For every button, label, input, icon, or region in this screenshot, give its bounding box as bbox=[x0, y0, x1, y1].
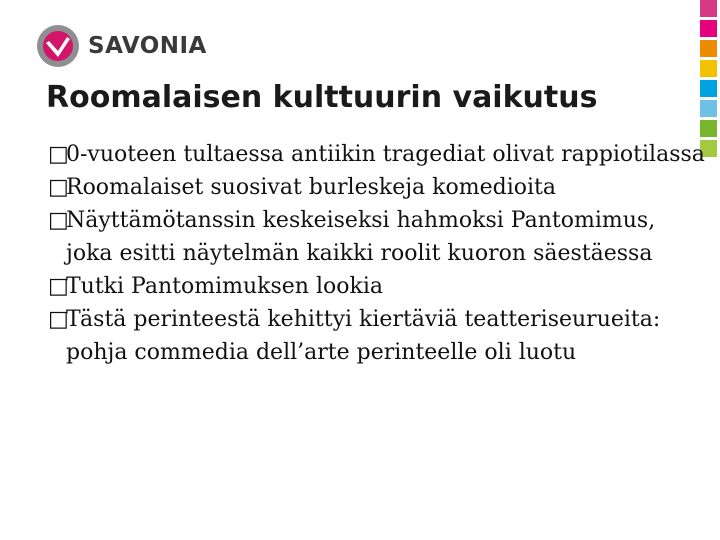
bullet-text: Näyttämötanssin keskeiseksi hahmoksi Pantomimus, joka esitti näytelmän kaikki roolit kuoron säestäessa bbox=[66, 208, 656, 266]
brand-name: SAVONIA bbox=[88, 33, 207, 59]
bullet-marker: □ bbox=[48, 274, 69, 299]
bullet-list bbox=[48, 138, 708, 369]
savonia-logo-icon bbox=[36, 24, 80, 68]
savonia-logo bbox=[36, 24, 207, 68]
color-square bbox=[700, 100, 717, 117]
slide-title: Roomalaisen kulttuurin vaikutus bbox=[46, 80, 598, 115]
bullet-marker: □ bbox=[48, 175, 69, 200]
bullet-text: Tutki Pantomimuksen lookia bbox=[66, 274, 383, 299]
bullet-text: Tästä perinteestä kehittyi kiertäviä teatteriseurueita: pohja commedia dell’arte perinteelle oli luotu bbox=[66, 307, 661, 365]
bullet-item bbox=[48, 138, 708, 171]
bullet-item bbox=[48, 270, 708, 303]
bullet-text: Roomalaiset suosivat burleskeja komedioita bbox=[66, 175, 556, 200]
corner-color-squares bbox=[700, 0, 720, 160]
color-square bbox=[700, 40, 717, 57]
bullet-marker: □ bbox=[48, 142, 69, 167]
color-square bbox=[700, 60, 717, 77]
color-square bbox=[700, 80, 717, 97]
color-square bbox=[700, 20, 717, 37]
bullet-text: 0-vuoteen tultaessa antiikin tragediat olivat rappiotilassa bbox=[66, 142, 705, 167]
bullet-item bbox=[48, 171, 708, 204]
bullet-marker: □ bbox=[48, 307, 69, 332]
color-square bbox=[700, 0, 717, 17]
bullet-item bbox=[48, 303, 708, 369]
bullet-marker: □ bbox=[48, 208, 69, 233]
color-square bbox=[700, 120, 717, 137]
bullet-item bbox=[48, 204, 708, 270]
